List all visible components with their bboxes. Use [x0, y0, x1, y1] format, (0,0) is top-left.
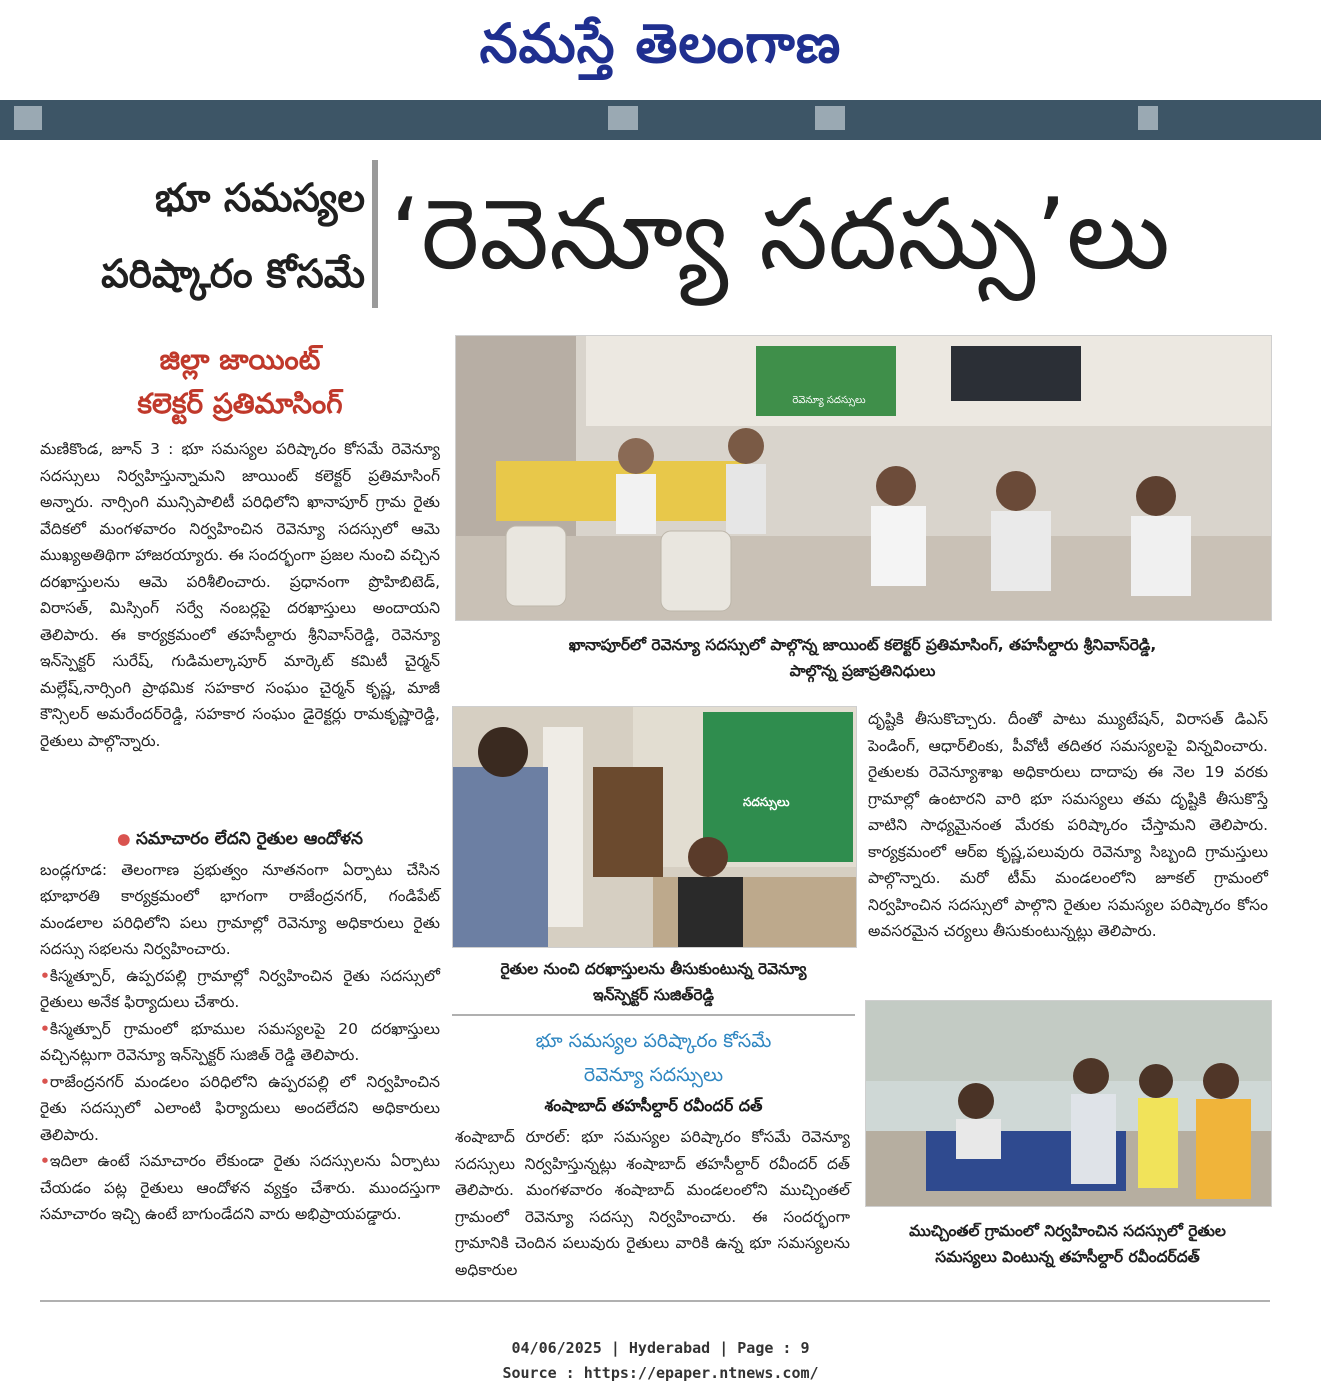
bullet-text: రాజేంద్రనగర్ మండలం పరిధిలోని ఉప్పరపల్లి లో నిర్వహించిన రైతు సదస్సులో ఎలాంటి ఫిర్యాదులు అందలేదని అధికారులు తెలిపారు. [40, 1072, 440, 1144]
photo1-caption [455, 632, 1270, 684]
article3-title-line: భూ సమస్యల పరిష్కారం కోసమే [535, 1030, 772, 1052]
masthead [0, 0, 1321, 100]
section2-bullet [40, 963, 440, 1016]
headline-kicker [40, 160, 365, 312]
band-mark [608, 106, 638, 130]
photo-illustration [456, 336, 1271, 620]
kicker-line: భూ సమస్యల [155, 175, 365, 221]
photo3-caption [865, 1218, 1270, 1270]
subheading [40, 338, 440, 426]
article3-continuation: దృష్టికి తీసుకొచ్చారు. దీంతో పాటు మ్యుటేషన్, విరాసత్ డిఎస్ పెండింగ్, ఆధార్‌లింకు, పీవోటీ తదితర సమస్యలపై విన్నవించారు. రైతులకు రెవెన్యూశాఖ అధికారులు దాదాపు ఈ నెల 19 వరకు గ్రామాల్లో ఉంటారని వారి భూ సమస్యలు తమ దృష్టికి తీసుకొస్తే వాటిని సాధ్యమైనంత మేరకు పరిష్కారం చేస్తామని తెలిపారు. కార్యక్రమంలో ఆర్ఐ కృష్ణ,పలువురు రెవెన్యూ సిబ్బంది గ్రామస్తులు పాల్గొన్నారు. మరో టీమ్ మండలంలోని జూకల్ గ్రామంలో నిర్వహించిన సదస్సులో పాల్గొని రైతుల సమస్యల పరిష్కారం కోసం అవసరమైన చర్యలు తీసుకుంటున్నట్లు తెలిపారు. [868, 710, 1268, 940]
bullet-text: కిస్మత్పూర్ గ్రామంలో భూముల సమస్యలపై 20 దరఖాస్తులు వచ్చినట్లుగా రెవెన్యూ ఇన్‌స్పెక్టర్ సుజిత్ రెడ్డి తెలిపారు. [40, 1019, 440, 1064]
masthead-title: నమస్తే తెలంగాణ [479, 11, 842, 75]
band-mark [815, 106, 845, 130]
photo-inspector-desk [452, 706, 857, 948]
section2-bullet [40, 1069, 440, 1149]
page-footer [0, 1336, 1321, 1386]
caption-line: సమస్యలు వింటున్న తహసీల్దార్ రవీందర్‌దత్ [935, 1248, 1200, 1266]
kicker-line: పరిష్కారం కోసమే [101, 251, 365, 297]
caption-line: ఇన్‌స్పెక్టర్ సుజిత్‌రెడ్డి [592, 986, 715, 1004]
bullet-dot: • [40, 1019, 50, 1038]
photo2-banner-text: సదస్సులు [743, 795, 790, 809]
headline-divider [372, 160, 378, 308]
article3-title [452, 1024, 855, 1092]
photo-meeting-hall [455, 335, 1272, 621]
bullet-dot: • [40, 1152, 50, 1170]
divider [452, 1014, 855, 1016]
main-article-body: మణికొండ, జూన్ 3 : భూ సమస్యల పరిష్కారం కోసమే రెవెన్యూ సదస్సులు నిర్వహిస్తున్నామని జాయింట్ కలెక్టర్ ప్రతిమాసింగ్ అన్నారు. నార్సింగి మున్సిపాలిటీ పరిధిలోని ఖానాపూర్ గ్రామ రైతు వేదికలో మంగళవారం నిర్వహించిన రెవెన్యూ సదస్సులో ఆమె ముఖ్యఅతిథిగా హాజరయ్యారు. ఈ సందర్భంగా ప్రజల నుంచి వచ్చిన దరఖాస్తులను ఆమె పరిశీలించారు. ప్రధానంగా ప్రొహిబిటెడ్, విరాసత్, మిస్సింగ్ సర్వే నంబర్లపై దరఖాస్తులు అందాయని తెలిపారు. ఈ కార్యక్రమంలో తహసీల్దారు శ్రీనివాస్‌రెడ్డి, రెవెన్యూ ఇన్‌స్పెక్టర్ సురేష్, గుడిమల్కాపూర్ మార్కెట్ కమిటీ చైర్మన్ మల్లేష్,నార్సింగి ప్రాథమిక సహకార సంఘం చైర్మన్ కృష్ణ, మాజీ కౌన్సిలర్ అమరేందర్‌రెడ్డి, సహకార సంఘం డైరెక్టర్లు రామకృష్ణారెడ్డి, రైతులు పాల్గొన్నారు. [40, 440, 440, 750]
subheading-line: జిల్లా జాయింట్ [159, 343, 321, 376]
section2-heading-wrap [40, 826, 440, 853]
photo2-caption [452, 956, 855, 1008]
section2-heading: సమాచారం లేదని రైతుల ఆందోళన [135, 829, 363, 849]
section2 [40, 826, 440, 1228]
header-band [0, 100, 1321, 140]
bullet-text: కిస్మత్పూర్, ఉప్పరపల్లి గ్రామాల్లో నిర్వహించిన రైతు సదస్సులో రైతులు అనేక ఫిర్యాదులు చేశారు. [40, 966, 440, 1011]
band-mark [1138, 106, 1158, 130]
footer-date-line: 04/06/2025 | Hyderabad | Page : 9 [511, 1339, 810, 1357]
bullet-dot: • [40, 966, 50, 985]
photo1-banner-text: రెవెన్యూ సదస్సులు [792, 395, 866, 406]
bullet-dot: ● [117, 830, 136, 848]
section2-bullet [40, 1148, 440, 1228]
headline: ‘రెవెన్యూ సదస్సు’లు [390, 178, 1170, 292]
band-mark [14, 106, 42, 130]
bullet-dot: • [40, 1072, 50, 1091]
article3-title-line: రెవెన్యూ సదస్సులు [583, 1064, 724, 1086]
bottom-rule [40, 1300, 1270, 1302]
caption-line: ఖానాపూర్‌లో రెవెన్యూ సదస్సులో పాల్గొన్న జాయింట్ కలెక్టర్ ప్రతిమాసింగ్, తహసీల్దారు శ్రీనివాస్‌రెడ్డి, [568, 636, 1157, 654]
photo-illustration [453, 707, 856, 947]
subheading-line: కలెక్టర్ ప్రతిమాసింగ్ [137, 387, 343, 420]
caption-line: పాల్గొన్న ప్రజాప్రతినిధులు [789, 662, 936, 680]
caption-line: రైతుల నుంచి దరఖాస్తులను తీసుకుంటున్న రెవెన్యూ [500, 960, 807, 978]
footer-source-line: Source : https://epaper.ntnews.com/ [502, 1364, 819, 1382]
section2-intro: బండ్లగూడ: తెలంగాణ ప్రభుత్వం నూతనంగా ఏర్పాటు చేసిన భూభారతి కార్యక్రమంలో భాగంగా రాజేంద్రనగర్, గండిపేట్ మండలాల పరిధిలోని పలు గ్రామాల్లో రెవెన్యూ అధికారులు రైతు సదస్సు సభలను నిర్వహించారు. [40, 860, 440, 958]
photo-tahsildar-desk [865, 1000, 1272, 1207]
bullet-text: ఇదిలా ఉంటే సమాచారం లేకుండా రైతు సదస్సులను ఏర్పాటు చేయడం పట్ల రైతులు ఆందోళన వ్యక్తం చేశారు. ముందస్తుగా సమాచారం ఇచ్చి ఉంటే బాగుండేదని వారు అభిప్రాయపడ్డారు. [40, 1152, 440, 1223]
section2-bullet [40, 1016, 440, 1069]
caption-line: ముచ్చింతల్ గ్రామంలో నిర్వహించిన సదస్సులో రైతుల [909, 1222, 1226, 1240]
article3-byline: శంషాబాద్ తహసీల్దార్ రవీందర్ దత్ [544, 1096, 763, 1115]
article3-body: శంషాబాద్ రూరల్: భూ సమస్యల పరిష్కారం కోసమే రెవెన్యూ సదస్సులు నిర్వహిస్తున్నట్లు శంషాబాద్ తహసీల్దార్ రవీందర్ దత్ తెలిపారు. మంగళవారం శంషాబాద్ మండలంలోని ముచ్చింతల్ గ్రామంలో రెవెన్యూ సదస్సు నిర్వహించారు. ఈ సందర్భంగా గ్రామానికి చెందిన పలువురు రైతులు వారికి ఉన్న భూ సమస్యలను అధికారుల [455, 1128, 850, 1279]
photo-illustration [866, 1001, 1271, 1206]
